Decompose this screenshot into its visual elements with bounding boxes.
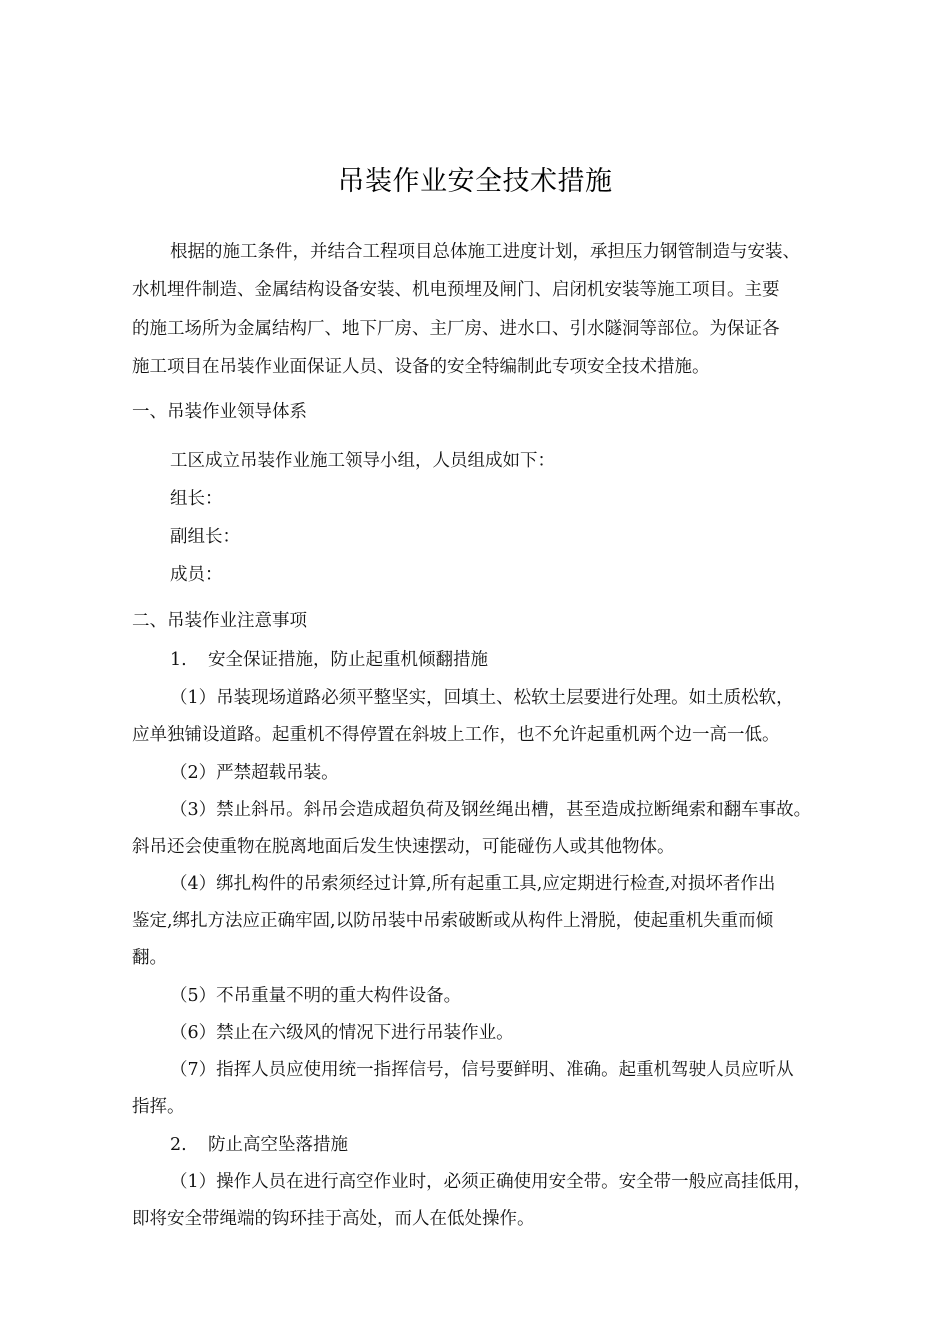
- list-item-line: （6）禁止在六级风的情况下进行吊装作业。: [170, 1023, 514, 1043]
- paragraph: 工区成立吊装作业施工领导小组，人员组成如下：: [170, 451, 555, 471]
- list-item-line: 即将安全带绳端的钩环挂于高处，而人在低处操作。: [132, 1209, 535, 1229]
- section-heading: 二、吊装作业注意事项: [132, 611, 307, 631]
- subsection-title: 防止高空坠落措施: [208, 1135, 348, 1155]
- subsection-title: 安全保证措施，防止起重机倾翻措施: [208, 650, 488, 670]
- subsection-number: 2.: [170, 1135, 187, 1155]
- list-item-line: （5）不吊重量不明的重大构件设备。: [170, 986, 462, 1006]
- list-item-line: （7）指挥人员应使用统一指挥信号，信号要鲜明、准确。起重机驾驶人员应听从: [170, 1060, 794, 1080]
- leader-label: 组长：: [170, 489, 223, 509]
- intro-line: 根据的施工条件，并结合工程项目总体施工进度计划，承担压力钢管制造与安装、: [170, 242, 800, 262]
- list-item-line: （4）绑扎构件的吊索须经过计算,所有起重工具,应定期进行检查,对损坏者作出: [170, 874, 776, 894]
- list-item-line: （1）操作人员在进行高空作业时，必须正确使用安全带。安全带一般应高挂低用，: [170, 1172, 812, 1192]
- list-item-line: （1）吊装现场道路必须平整坚实，回填土、松软土层要进行处理。如土质松软，: [170, 688, 794, 708]
- list-item-line: 应单独铺设道路。起重机不得停置在斜坡上工作，也不允许起重机两个边一高一低。: [132, 725, 780, 745]
- list-item-line: 斜吊还会使重物在脱离地面后发生快速摆动，可能碰伤人或其他物体。: [132, 837, 675, 857]
- subsection-heading: [170, 648, 488, 672]
- list-item-line: 翻。: [132, 948, 167, 968]
- list-item-line: 鉴定,绑扎方法应正确牢固,以防吊装中吊索破断或从构件上滑脱，使起重机失重而倾: [132, 911, 774, 931]
- section-heading: 一、吊装作业领导体系: [132, 402, 307, 422]
- deputy-leader-label: 副组长：: [170, 527, 240, 547]
- list-item-line: （3）禁止斜吊。斜吊会造成超负荷及钢丝绳出槽，甚至造成拉断绳索和翻车事故。: [170, 800, 812, 820]
- intro-line: 水机埋件制造、金属结构设备安装、机电预埋及闸门、启闭机安装等施工项目。主要: [132, 280, 780, 300]
- document-title: 吊装作业安全技术措施: [337, 166, 613, 197]
- intro-line: 施工项目在吊装作业面保证人员、设备的安全特编制此专项安全技术措施。: [132, 357, 710, 377]
- intro-line: 的施工场所为金属结构厂、地下厂房、主厂房、进水口、引水隧洞等部位。为保证各: [132, 319, 780, 339]
- subsection-number: 1.: [170, 650, 187, 670]
- list-item-line: （2）严禁超载吊装。: [170, 763, 339, 783]
- members-label: 成员：: [170, 565, 223, 585]
- list-item-line: 指挥。: [132, 1097, 185, 1117]
- subsection-heading: [170, 1133, 348, 1157]
